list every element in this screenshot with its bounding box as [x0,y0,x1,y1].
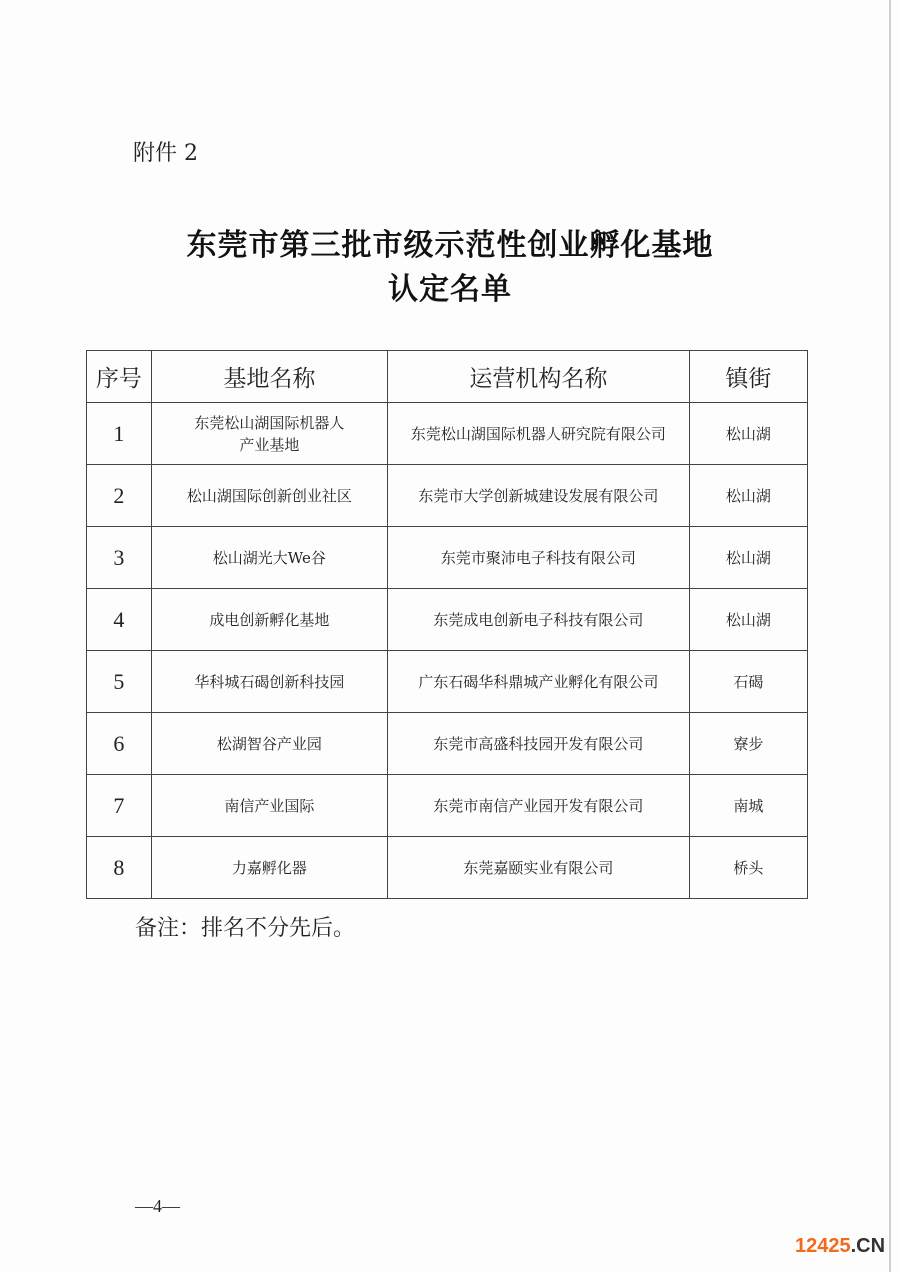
row-number: 1 [113,420,125,446]
cell-base-name [151,589,387,651]
header-base-name: 基地名称 [151,351,387,403]
cell-operator [387,713,689,775]
watermark-logo [795,1235,885,1258]
town-name: 松山湖 [725,486,771,505]
watermark-part2: .CN [850,1235,886,1257]
page-edge-line [889,0,891,1272]
cell-operator [387,527,689,589]
cell-no [87,713,152,775]
cell-town [689,775,807,837]
base-name-line1: 成电创新孵化基地 [209,610,330,629]
table-row [87,775,808,837]
base-name-line1: 南信产业国际 [224,796,315,815]
row-number: 7 [113,792,125,818]
attachment-label: 附件 2 [133,141,198,166]
header-no: 序号 [87,351,152,403]
cell-no [87,465,152,527]
cell-no [87,589,152,651]
base-name-line1: 松山湖国际创新创业社区 [186,486,352,505]
document-title-line2: 认定名单 [388,272,512,307]
town-name: 桥头 [733,858,764,877]
town-name: 松山湖 [725,610,771,629]
cell-base-name [151,465,387,527]
table-row [87,527,808,589]
cell-no [87,651,152,713]
note-text: 备注：排名不分先后。 [135,916,356,941]
table-row [87,589,808,651]
base-name-line1: 松湖智谷产业园 [216,734,322,753]
cell-base-name [151,403,387,465]
cell-no [87,403,152,465]
table-row [87,465,808,527]
operator-name: 东莞市南信产业园开发有限公司 [433,796,644,815]
cell-base-name [151,527,387,589]
table-row [87,713,808,775]
cell-town [689,713,807,775]
cell-town [689,837,807,899]
operator-name: 东莞松山湖国际机器人研究院有限公司 [410,424,666,443]
operator-name: 东莞成电创新电子科技有限公司 [433,610,644,629]
town-name: 松山湖 [725,424,771,443]
cell-base-name [151,837,387,899]
row-number: 8 [113,854,125,880]
cell-no [87,837,152,899]
base-name-line1: 松山湖光大We谷 [212,548,326,567]
cell-town [689,403,807,465]
incubator-list-table [86,350,808,899]
cell-operator [387,403,689,465]
table-row [87,651,808,713]
operator-name: 东莞嘉颐实业有限公司 [463,858,614,877]
cell-town [689,589,807,651]
page-number: —4— [135,1196,180,1216]
operator-name: 东莞市聚沛电子科技有限公司 [440,548,636,567]
cell-no [87,775,152,837]
table-header-row [87,351,808,403]
row-number: 2 [113,482,125,508]
town-name: 石碣 [733,672,764,691]
document-title-line1: 东莞市第三批市级示范性创业孵化基地 [186,228,714,263]
cell-town [689,527,807,589]
header-town: 镇街 [689,351,807,403]
cell-base-name [151,713,387,775]
cell-base-name [151,775,387,837]
cell-operator [387,589,689,651]
base-name-line2: 产业基地 [239,435,300,454]
row-number: 3 [113,544,125,570]
cell-operator [387,837,689,899]
operator-name: 广东石碣华科鼎城产业孵化有限公司 [418,672,659,691]
watermark-part1: 12425 [795,1235,851,1257]
base-name-line1: 华科城石碣创新科技园 [194,672,345,691]
row-number: 4 [113,606,125,632]
table-row [87,403,808,465]
row-number: 6 [113,730,125,756]
operator-name: 东莞市大学创新城建设发展有限公司 [418,486,659,505]
table-row [87,837,808,899]
cell-town [689,465,807,527]
town-name: 松山湖 [725,548,771,567]
cell-base-name [151,651,387,713]
base-name-line1: 力嘉孵化器 [231,858,307,877]
header-operator: 运营机构名称 [387,351,689,403]
cell-town [689,651,807,713]
cell-operator [387,465,689,527]
cell-operator [387,651,689,713]
base-name-line1: 东莞松山湖国际机器人 [194,413,345,432]
cell-operator [387,775,689,837]
operator-name: 东莞市高盛科技园开发有限公司 [433,734,644,753]
town-name: 南城 [733,796,764,815]
town-name: 寮步 [733,734,764,753]
row-number: 5 [113,668,125,694]
cell-no [87,527,152,589]
